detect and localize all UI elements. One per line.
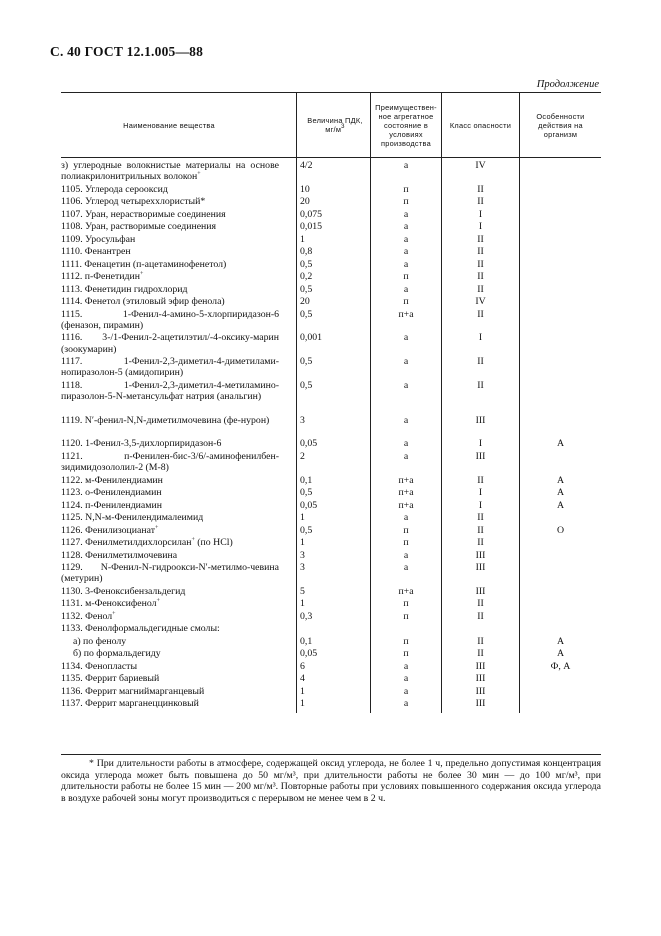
aggregate-state: а: [403, 685, 409, 697]
aggregate-state: п+а: [398, 474, 414, 486]
aggregate-state: п: [403, 524, 409, 536]
effect-note: Ф, А: [550, 660, 571, 672]
hazard-class: II: [477, 308, 484, 320]
table-row: [61, 234, 601, 247]
substance-name: 1106. Углерод четыреххлористый*: [61, 196, 206, 208]
footnote: * При длительности работы в атмосфере, содержащей оксид углерода, не более 1 ч, предельно допустимая концентрация оксида углерода может быть повышена до 50 мг/м³, при длительности работы не более 30 мин — до 100 мг/м³, при длительности работы не более 15 мин — 200 мг/м³. Повторные работы при условиях повышенного содержания оксида углерода в воздухе рабочей зоны могут производиться с перерывом не менее чем в 2 ч.: [61, 758, 601, 804]
effect-note: А: [556, 487, 565, 499]
hazard-class: I: [478, 438, 483, 450]
effect-note: О: [556, 524, 565, 536]
aggregate-state: а: [403, 698, 409, 710]
substance-name: 1121. п-Фенилен-бис-3/6/-аминофенилбен-зидимидозололил-2 (М-8): [61, 450, 279, 474]
hazard-class: III: [475, 673, 486, 685]
table-row: [61, 636, 601, 649]
table-row: [61, 598, 601, 611]
substance-name: 1128. Фенилметилмочевина: [61, 549, 178, 561]
column-header-name: Наименование вещества: [123, 120, 215, 130]
aggregate-state: п: [403, 635, 409, 647]
aggregate-state: а: [403, 414, 409, 426]
hazard-class: II: [477, 356, 484, 368]
aggregate-state: а: [403, 332, 409, 344]
column-header-class: Класс опасности: [449, 120, 512, 130]
table-row: [61, 586, 601, 599]
table-row: [61, 475, 601, 488]
pdk-value: 1: [300, 537, 305, 549]
aggregate-state: п+а: [398, 499, 414, 511]
aggregate-state: а: [403, 512, 409, 524]
substance-name: 1137. Феррит марганеццинковый: [61, 698, 199, 710]
aggregate-state: а: [403, 549, 409, 561]
table-row: [61, 623, 601, 636]
table-row: [61, 698, 601, 711]
aggregate-state: а: [403, 562, 409, 574]
table-row: [61, 380, 601, 415]
table-row: [61, 196, 601, 209]
substance-name: 1107. Уран, нерастворимые соединения: [61, 208, 226, 220]
table-row: [61, 221, 601, 234]
hazard-class: II: [477, 610, 484, 622]
table-row: [61, 648, 601, 661]
substance-name: 1111. Фенацетин (п-ацетаминофенетол): [61, 258, 227, 270]
effect-note: А: [556, 499, 565, 511]
aggregate-state: а: [403, 438, 409, 450]
table-header: [61, 92, 601, 158]
substance-name: 1125. N,N-м-Фенилендималеимид: [61, 512, 204, 524]
pdk-value: 1: [300, 233, 305, 245]
table-row: [61, 611, 601, 624]
pdk-value: 0,05: [300, 438, 318, 450]
pdk-value: 1: [300, 512, 305, 524]
table-row: [61, 356, 601, 380]
pdk-value: 3: [300, 562, 305, 574]
pdk-value: 0,5: [300, 524, 313, 536]
aggregate-state: а: [403, 379, 409, 391]
hazard-class: III: [475, 414, 486, 426]
pdk-value: 0,5: [300, 487, 313, 499]
pdk-value: 0,05: [300, 648, 318, 660]
pdk-value: 0,075: [300, 208, 323, 220]
pdk-value: 0,05: [300, 499, 318, 511]
hazard-class: I: [478, 208, 483, 220]
table-row: [61, 673, 601, 686]
pdk-value: 5: [300, 585, 305, 597]
hazard-class: II: [477, 474, 484, 486]
effect-note: А: [556, 438, 565, 450]
aggregate-state: п: [403, 271, 409, 283]
hazard-class: I: [478, 332, 483, 344]
pdk-value: 10: [300, 183, 310, 195]
hazard-class: II: [477, 598, 484, 610]
pdk-value: 0,3: [300, 610, 313, 622]
table-row: [61, 259, 601, 272]
substance-name: 1119. N′-фенил-N,N-диметилмочевина (фе-нурон): [61, 414, 270, 426]
substance-name: 1108. Уран, растворимые соединения: [61, 221, 217, 233]
substance-name: 1136. Феррит магниймарганцевый: [61, 685, 205, 697]
hazard-class: II: [477, 246, 484, 258]
aggregate-state: а: [403, 221, 409, 233]
substance-name: 1122. м-Фенилендиамин: [61, 474, 163, 486]
pdk-value: 20: [300, 296, 310, 308]
hazard-class: II: [477, 512, 484, 524]
hazard-class: II: [477, 283, 484, 295]
hazard-class: III: [475, 685, 486, 697]
substance-name: 1135. Феррит бариевый: [61, 673, 160, 685]
hazard-class: III: [475, 585, 486, 597]
substance-name: 1110. Фенантрен: [61, 246, 131, 258]
substance-name: 1133. Фенолформальдегидные смолы:: [61, 623, 220, 635]
substance-name: 1129. N-Фенил-N-гидроокси-N′-метилмо-чевина (метурин): [61, 562, 279, 585]
aggregate-state: а: [403, 233, 409, 245]
effect-note: А: [556, 635, 565, 647]
table-row: [61, 332, 601, 356]
aggregate-state: п+а: [398, 308, 414, 320]
pdk-value: 0,8: [300, 246, 313, 258]
table-row: [61, 512, 601, 525]
pdk-value: 0,5: [300, 379, 313, 391]
substance-name: 1130. 3-Феноксибензальдегид: [61, 585, 186, 597]
table-row: [61, 686, 601, 699]
continuation-label: Продолжение: [536, 79, 599, 90]
substance-name: 1120. 1-Фенил-3,5-дихлорпиридазон-6: [61, 438, 222, 450]
pdk-value: 0,5: [300, 308, 313, 320]
table-row: [61, 451, 601, 475]
aggregate-state: а: [403, 660, 409, 672]
aggregate-state: п+а: [398, 487, 414, 499]
aggregate-state: а: [403, 246, 409, 258]
hazard-class: II: [477, 635, 484, 647]
substance-name: 1118. 1-Фенил-2,3-диметил-4-метиламино-пиразолон-5-N-метансульфат натрия (анальгин): [61, 379, 279, 402]
substances-table: [61, 92, 601, 713]
substance-name: б) по формальдегиду: [73, 648, 161, 660]
substance-name: з) углеродные волокнистые материалы на основе полиакрилонитрильных волокон+: [61, 160, 279, 183]
column-header-effects: Особенности действия на организм: [536, 111, 585, 139]
aggregate-state: п: [403, 183, 409, 195]
table-row: [61, 284, 601, 297]
pdk-value: 20: [300, 196, 310, 208]
substance-name: 1131. м-Феноксифенол+: [61, 598, 160, 610]
substance-name: 1123. о-Фенилендиамин: [61, 487, 162, 499]
hazard-class: II: [477, 183, 484, 195]
hazard-class: IV: [475, 160, 486, 171]
pdk-value: 3: [300, 414, 305, 426]
effect-note: А: [556, 648, 565, 660]
aggregate-state: а: [403, 258, 409, 270]
column-header-pdk: Величина ПДК, $мг/м^3$: [307, 116, 363, 134]
hazard-class: IV: [475, 296, 486, 308]
hazard-class: III: [475, 698, 486, 710]
pdk-value: 0,015: [300, 221, 323, 233]
table-row: [61, 246, 601, 259]
hazard-class: I: [478, 221, 483, 233]
pdk-value: 0,5: [300, 356, 313, 368]
hazard-class: III: [475, 549, 486, 561]
hazard-class: II: [477, 196, 484, 208]
pdk-value: 0,5: [300, 258, 313, 270]
table-row: [61, 537, 601, 550]
hazard-class: II: [477, 258, 484, 270]
table-row: [61, 160, 601, 184]
table-row: [61, 525, 601, 538]
hazard-class: I: [478, 499, 483, 511]
table-row: [61, 487, 601, 500]
pdk-value: 0,001: [300, 332, 323, 344]
pdk-value: 0,5: [300, 283, 313, 295]
pdk-value: 6: [300, 660, 305, 672]
aggregate-state: а: [403, 283, 409, 295]
hazard-class: II: [477, 233, 484, 245]
pdk-value: 1: [300, 598, 305, 610]
aggregate-state: а: [403, 208, 409, 220]
substance-name: 1117. 1-Фенил-2,3-диметил-4-диметилами-нопиразолон-5 (амидопирин): [61, 356, 279, 379]
table-row: [61, 296, 601, 309]
table-row: [61, 209, 601, 222]
pdk-value: 0,1: [300, 635, 313, 647]
table-row: [61, 550, 601, 563]
aggregate-state: а: [403, 356, 409, 368]
column-header-state: Преимуществен-ное агрегатное состояние в условиях производства: [375, 102, 437, 148]
substance-name: 1114. Фенетол (этиловый эфир фенола): [61, 296, 225, 308]
substance-name: 1115. 1-Фенил-4-амино-5-хлорпиридазон-6 (феназон, пирамин): [61, 308, 279, 331]
effect-note: А: [556, 474, 565, 486]
table-row: [61, 661, 601, 674]
substance-name: 1124. п-Фенилендиамин: [61, 499, 162, 511]
substance-name: 1112. п-Фенетидин+: [61, 271, 144, 283]
substance-name: 1132. Фенол+: [61, 610, 116, 622]
substance-name: 1109. Уросульфан: [61, 233, 136, 245]
substance-name: 1116. 3-/1-Фенил-2-ацетилэтил/-4-оксику-марин (зоокумарин): [61, 332, 279, 355]
footnote-divider: [61, 754, 601, 755]
table-row: [61, 271, 601, 284]
aggregate-state: п+а: [398, 585, 414, 597]
table-row: [61, 184, 601, 197]
pdk-value: 0,2: [300, 271, 313, 283]
substance-name: 1105. Углерода серооксид: [61, 183, 168, 195]
hazard-class: II: [477, 379, 484, 391]
pdk-value: 2: [300, 450, 305, 462]
aggregate-state: п: [403, 598, 409, 610]
hazard-class: III: [475, 660, 486, 672]
table-row: [61, 415, 601, 439]
substance-name: 1127. Фенилметилдихлорсилан+ (по НCl): [61, 537, 233, 549]
hazard-class: II: [477, 271, 484, 283]
hazard-class: II: [477, 524, 484, 536]
hazard-class: I: [478, 487, 483, 499]
pdk-value: 1: [300, 698, 305, 710]
aggregate-state: п: [403, 296, 409, 308]
aggregate-state: а: [403, 673, 409, 685]
page-header: С. 40 ГОСТ 12.1.005—88: [50, 44, 204, 59]
aggregate-state: а: [403, 160, 409, 171]
aggregate-state: п: [403, 196, 409, 208]
hazard-class: III: [475, 450, 486, 462]
pdk-value: 4: [300, 673, 305, 685]
pdk-value: 0,1: [300, 474, 313, 486]
substance-name: 1134. Фенопласты: [61, 660, 138, 672]
aggregate-state: п: [403, 610, 409, 622]
hazard-class: II: [477, 537, 484, 549]
substance-name: а) по фенолу: [73, 635, 127, 647]
table-row: [61, 438, 601, 451]
aggregate-state: п: [403, 537, 409, 549]
pdk-value: 4/2: [300, 160, 313, 171]
hazard-class: II: [477, 648, 484, 660]
pdk-value: 3: [300, 549, 305, 561]
table-body: [61, 158, 601, 713]
table-row: [61, 500, 601, 513]
table-row: [61, 562, 601, 586]
substance-name: 1126. Фенилизоцианат+: [61, 524, 159, 536]
aggregate-state: п: [403, 648, 409, 660]
pdk-value: 1: [300, 685, 305, 697]
substance-name: 1113. Фенетидин гидрохлорид: [61, 283, 188, 295]
table-row: [61, 309, 601, 333]
hazard-class: III: [475, 562, 486, 574]
aggregate-state: а: [403, 450, 409, 462]
